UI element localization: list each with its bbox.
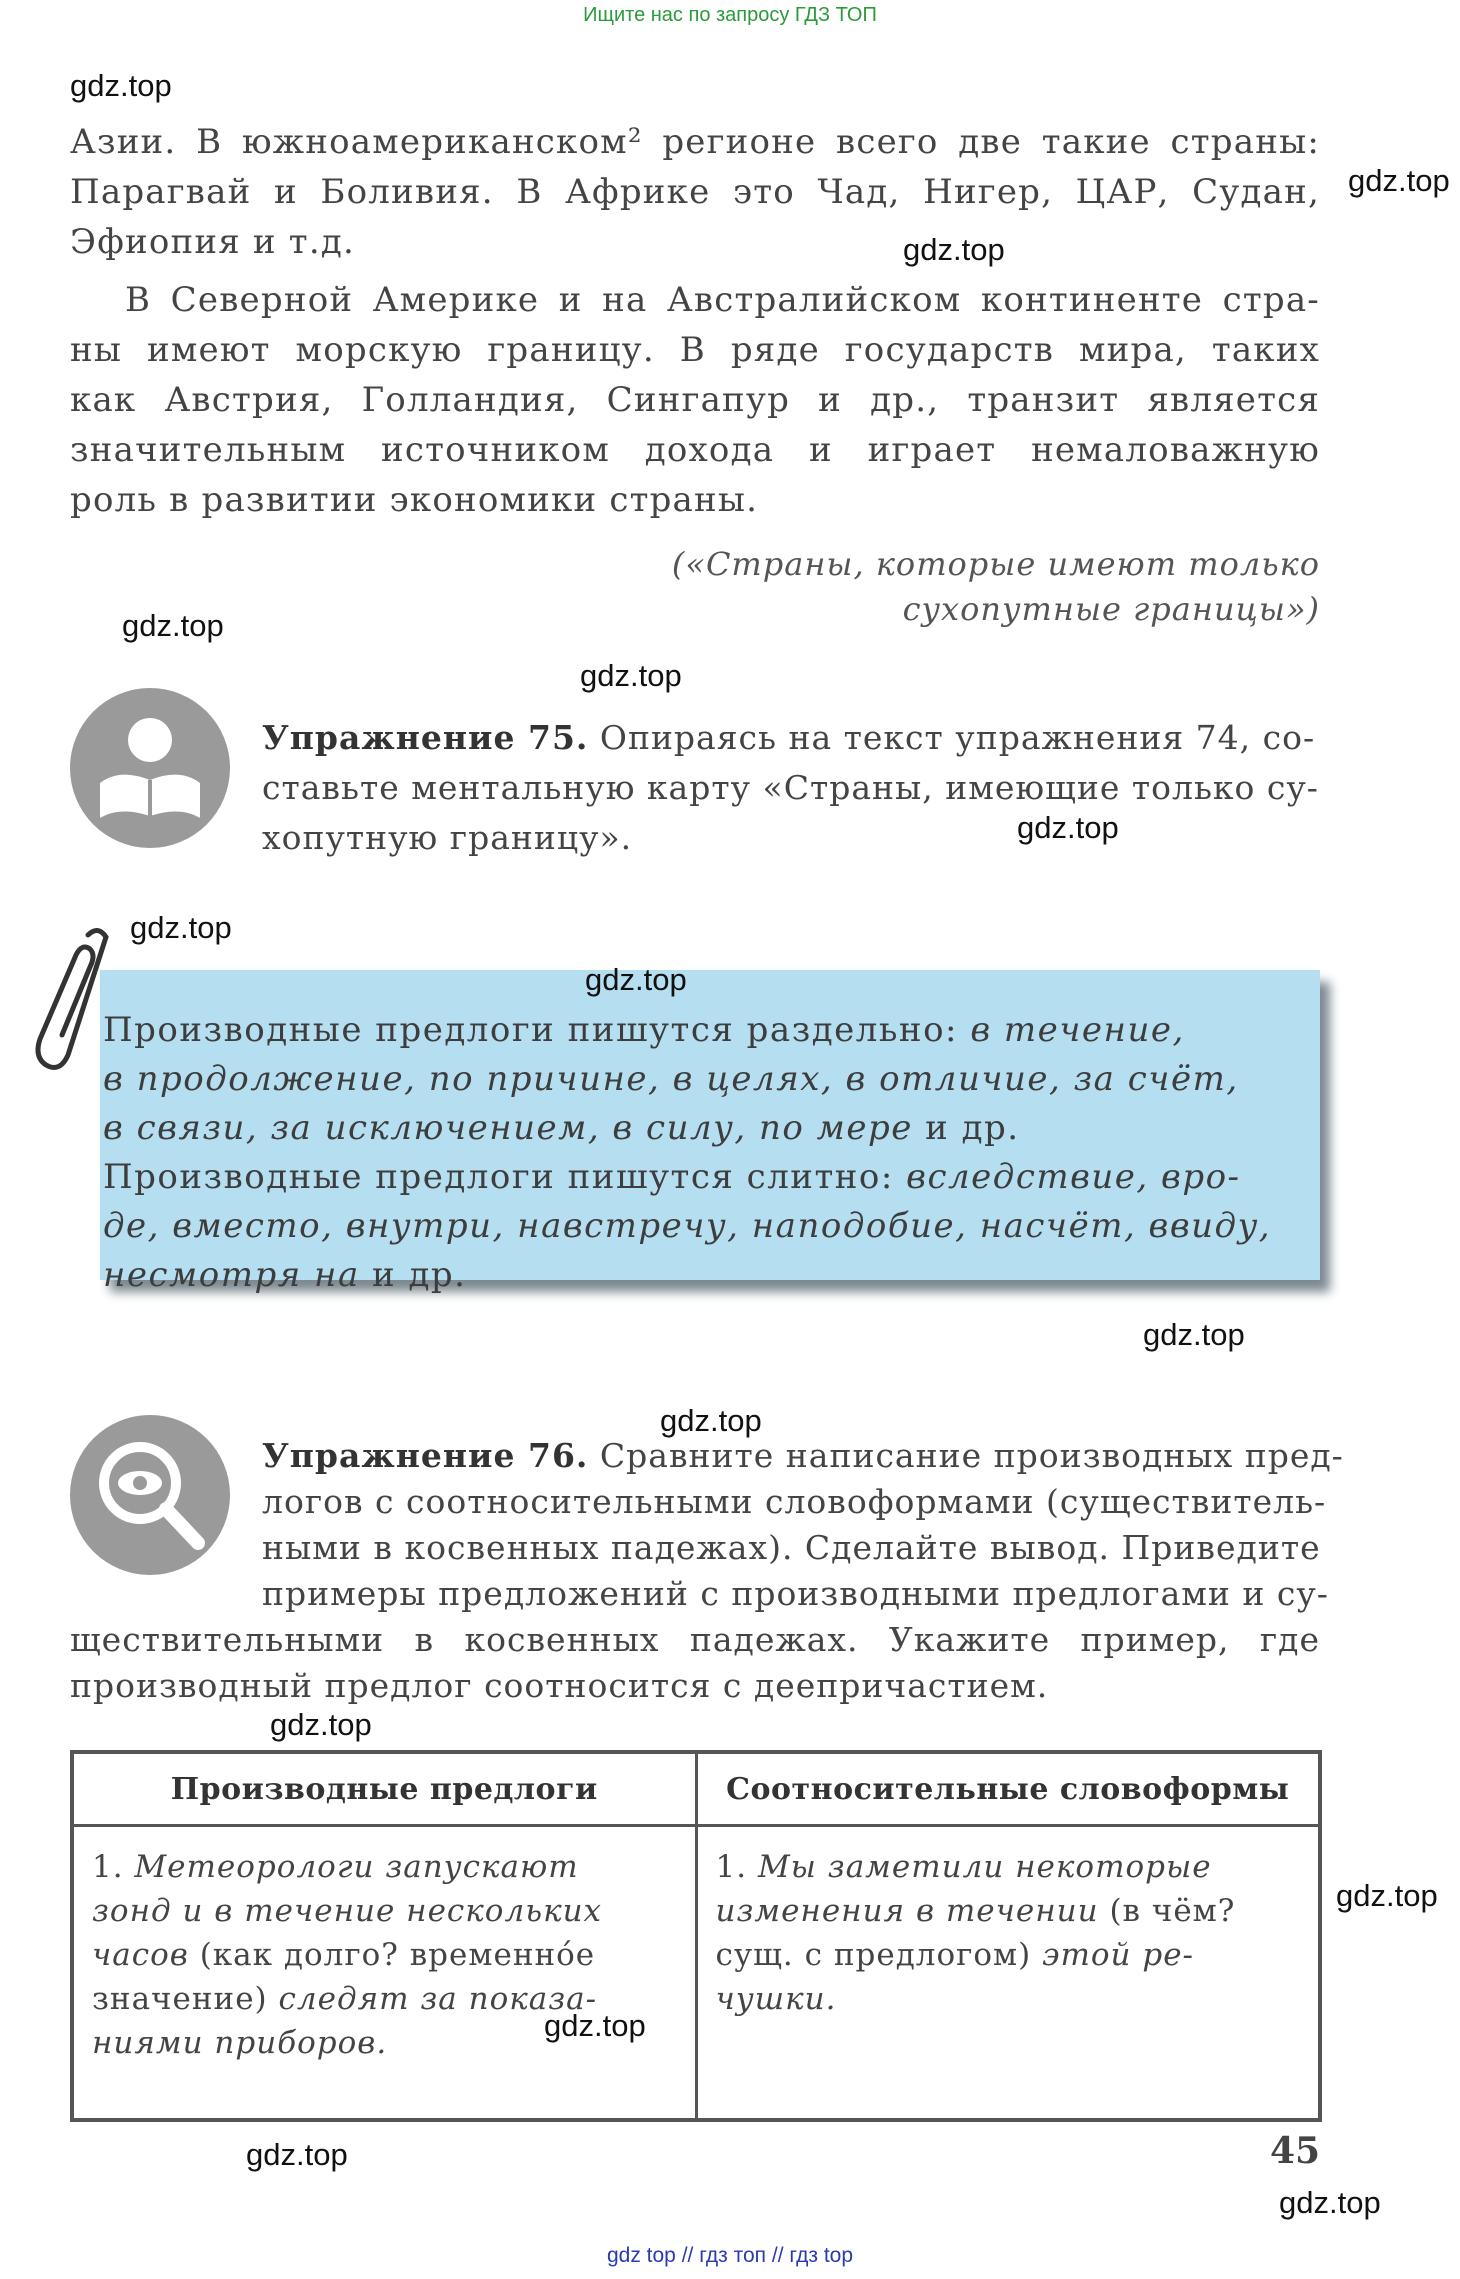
bottom-banner: gdz top // гдз топ // гдз top	[606, 2244, 854, 2267]
exercise-75-title: Упражнение 75.	[262, 718, 589, 757]
watermark: gdz.top	[122, 608, 224, 643]
exercise-76-line-4: примеры предложений с производными предлогами и су-	[262, 1574, 1329, 1613]
rule-example: в течение,	[970, 1010, 1185, 1050]
watermark: gdz.top	[270, 1707, 372, 1742]
table-column-header: Соотносительные словоформы	[696, 1752, 1320, 1826]
exercise-76-title: Упражнение 76.	[262, 1436, 589, 1475]
magnifier-eye-icon	[70, 1415, 230, 1575]
watermark: gdz.top	[585, 962, 687, 997]
rule-example: в связи, за исключением, в силу, по мере	[103, 1108, 926, 1148]
paragraph-line: В Северной Америке и на Австралийском континенте стра-	[125, 280, 1320, 320]
watermark: gdz.top	[660, 1403, 762, 1438]
rule-line-2	[103, 1059, 1239, 1099]
table-header-row	[72, 1752, 1320, 1826]
rule-text: и др.	[372, 1255, 467, 1295]
watermark: gdz.top	[246, 2137, 348, 2172]
watermark: gdz.top	[580, 658, 682, 693]
watermark: gdz.top	[70, 68, 172, 103]
exercise-75-line-2: ставьте ментальную карту «Страны, имеющие только су-	[262, 768, 1319, 807]
reading-person-icon	[70, 688, 230, 848]
cell-text: следят за показа-	[278, 1981, 598, 2017]
rule-line-3	[103, 1108, 1020, 1148]
page-number: 45	[1270, 2130, 1321, 2172]
exercise-76-line-6: производный предлог соотносится с деепричастием.	[70, 1666, 1049, 1705]
rule-line-1	[103, 1010, 1185, 1050]
rule-text: Производные предлоги пишутся слитно:	[103, 1157, 907, 1197]
exercise-75-line-3: хопутную границу».	[262, 818, 633, 857]
watermark: gdz.top	[1017, 810, 1119, 845]
rule-text: и др.	[925, 1108, 1020, 1148]
paragraph-line: роль в развитии экономики страны.	[70, 480, 759, 520]
exercise-75-text: Опираясь на текст упражнения 74, со-	[599, 718, 1316, 757]
rule-line-5	[103, 1206, 1271, 1246]
cell-text: временно́е	[409, 1937, 596, 1973]
paperclip-icon	[28, 915, 118, 1079]
paragraph-line: Парагвай и Боливия. В Африке это Чад, Нигер, ЦАР, Судан,	[70, 172, 1320, 212]
table-row	[72, 1826, 1320, 2121]
exercise-76-line-3: ными в косвенных падежах). Сделайте вывод. Приведите	[262, 1528, 1321, 1567]
watermark: gdz.top	[130, 910, 232, 945]
paragraph-line: значительным источником дохода и играет немаловажную	[70, 430, 1320, 470]
paragraph-line: ны имеют морскую границу. В ряде государств мира, таких	[70, 330, 1320, 370]
item-number: 1.	[92, 1849, 135, 1885]
comparison-table	[70, 1750, 1322, 2122]
table-cell	[72, 1826, 696, 2121]
watermark: gdz.top	[544, 2008, 646, 2043]
watermark: gdz.top	[1279, 2185, 1381, 2220]
rule-line-4	[103, 1157, 1241, 1197]
watermark: gdz.top	[1336, 1878, 1438, 1913]
cell-text: часов	[92, 1937, 200, 1973]
rule-example: вследствие, вро-	[906, 1157, 1241, 1197]
cell-text: этой ре-	[1042, 1937, 1195, 1973]
paragraph-line: Азии. В южноамериканском² регионе всего две такие страны:	[70, 122, 1320, 162]
rule-text: Производные предлоги пишутся раздельно:	[103, 1010, 971, 1050]
cell-text: Метеорологи запускают	[134, 1849, 579, 1885]
item-number: 1.	[715, 1849, 758, 1885]
exercise-76-line-1	[262, 1436, 1344, 1475]
cell-text: изменения в течении	[715, 1893, 1110, 1929]
exercise-76-line-5: ществительными в косвенных падежах. Укажите пример, где	[70, 1620, 1320, 1659]
exercise-76-text: Сравните написание производных пред-	[599, 1436, 1344, 1475]
cell-text: зонд и в течение нескольких	[92, 1893, 603, 1929]
rule-example: де, вместо, внутри, навстречу, наподобие, насчёт, ввиду,	[103, 1206, 1272, 1246]
watermark: gdz.top	[903, 232, 1005, 267]
watermark: gdz.top	[1348, 163, 1450, 198]
table-cell	[696, 1826, 1320, 2121]
watermark: gdz.top	[1143, 1317, 1245, 1352]
table-column-header: Производные предлоги	[72, 1752, 696, 1826]
cell-text: (как долго?	[199, 1937, 410, 1973]
paragraph-line: как Австрия, Голландия, Сингапур и др., транзит является	[70, 380, 1320, 420]
source-line-2: сухопутные границы»)	[902, 590, 1320, 628]
cell-text: (в чём?	[1109, 1893, 1236, 1929]
exercise-76-line-2: логов с соотносительными словоформами (существитель-	[262, 1482, 1327, 1521]
cell-text: ниями приборов.	[92, 2025, 388, 2061]
exercise-75-line-1	[262, 718, 1315, 757]
top-banner: Ищите нас по запросу ГДЗ ТОП	[583, 4, 877, 26]
source-line-1: («Страны, которые имеют только	[671, 545, 1320, 583]
rule-example: в продолжение, по причине, в целях, в отличие, за счёт,	[103, 1059, 1239, 1099]
cell-text: сущ. с предлогом)	[715, 1937, 1043, 1973]
cell-text: чушки.	[715, 1981, 837, 2017]
paragraph-line: Эфиопия и т.д.	[70, 222, 355, 262]
cell-text: Мы заметили некоторые	[757, 1849, 1212, 1885]
cell-text: значение)	[92, 1981, 279, 2017]
rule-example: несмотря на	[103, 1255, 373, 1295]
rule-line-6	[103, 1255, 467, 1295]
